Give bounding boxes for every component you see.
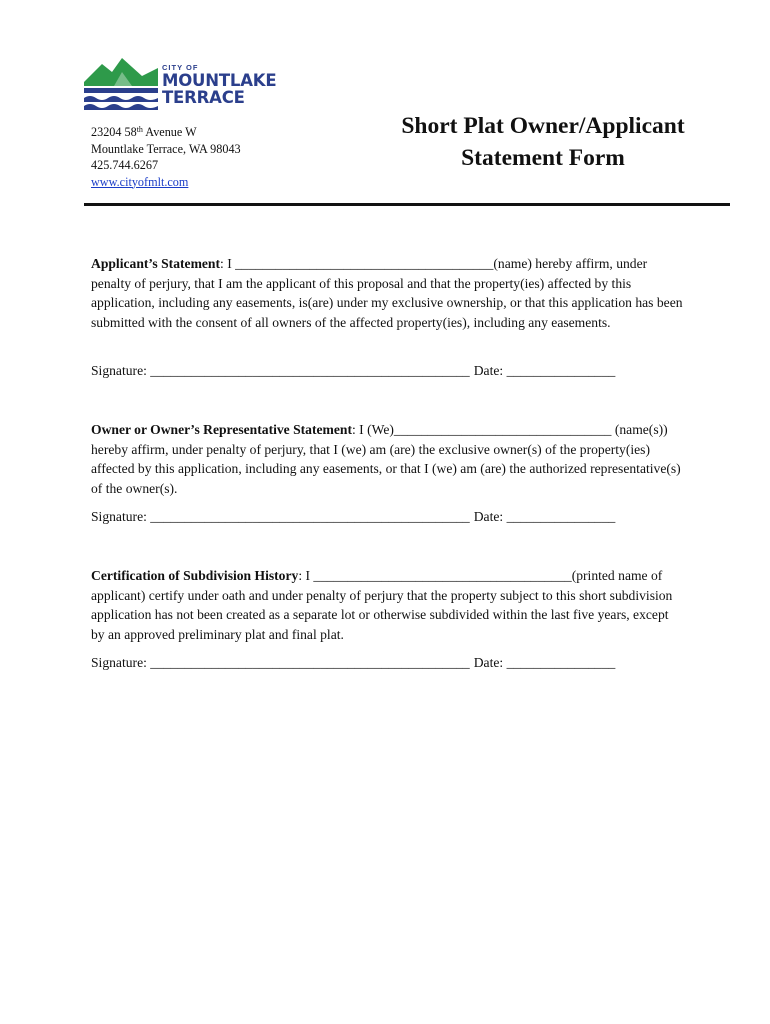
owner-statement [91, 420, 683, 498]
owner-name-field[interactable]: : I (We)________________________________ [352, 422, 612, 437]
certification-body: name of applicant) certify under oath and under penalty of perjury that the property subject to this short subdivision application has not been created as a separate lot or otherwise subdivided within the last five years, except by an approved preliminary plat and final plat. [91, 568, 673, 642]
city-line: Mountlake Terrace, WA 98043 [91, 141, 241, 156]
certification-name-field[interactable]: : I ______________________________________(printed [298, 568, 615, 583]
title-line2: Statement Form [461, 145, 625, 171]
street-rest: Avenue W [142, 125, 197, 139]
certification-signature-field[interactable]: Signature: _______________________________________________ [91, 655, 470, 670]
header-divider [84, 203, 730, 206]
logo-name-line1: MOUNTLAKE [162, 70, 277, 90]
applicant-signature-row [91, 361, 691, 380]
owner-body: (name(s)) hereby affirm, under penalty of perjury, that I (we) am (are) the exclusive owner(s) of the property(ies) affected by this application, including any easements, or that I (we) am (are) the authorized representative(s) of the owner(s). [91, 422, 681, 496]
street-number: 23204 58 [91, 125, 137, 139]
applicant-statement [91, 254, 683, 332]
owner-heading: Owner or Owner’s Representative Statement [91, 422, 352, 437]
certification-signature-row [91, 653, 691, 672]
street-line [91, 124, 241, 141]
applicant-signature-field[interactable]: Signature: _______________________________________________ [91, 363, 470, 378]
certification-date-field[interactable]: Date: ________________ [473, 655, 616, 670]
phone-number: 425.744.6267 [91, 158, 159, 172]
mountain-logo-icon [84, 52, 158, 116]
certification-statement [91, 566, 683, 644]
city-logo [84, 52, 290, 116]
owner-date-field[interactable]: Date: ________________ [473, 509, 616, 524]
street-suffix: th [136, 125, 143, 134]
applicant-name-field[interactable]: : I ______________________________________(name) hereby affirm, [220, 256, 613, 271]
title-line1: Short Plat Owner/Applicant [401, 113, 685, 139]
website-link[interactable]: www.cityofmlt.com [91, 174, 189, 189]
certification-heading: Certification of Subdivision History [91, 568, 299, 583]
owner-signature-row [91, 507, 691, 526]
logo-name-line2: TERRACE [162, 88, 245, 107]
page-title [380, 110, 706, 174]
city-address [91, 124, 241, 190]
applicant-date-field[interactable]: Date: ________________ [473, 363, 616, 378]
owner-signature-field[interactable]: Signature: _______________________________________________ [91, 509, 470, 524]
applicant-body: under penalty of perjury, that I am the applicant of this proposal and that the property(ies) affected by this application, including any easements, is(are) under my exclusive ownership, or that this application has been submitted with the consent of all owners of the affected property(ies), including any easements. [91, 256, 683, 330]
logo-city-of: CITY OF [162, 63, 199, 72]
applicant-heading: Applicant’s Statement [91, 256, 221, 271]
